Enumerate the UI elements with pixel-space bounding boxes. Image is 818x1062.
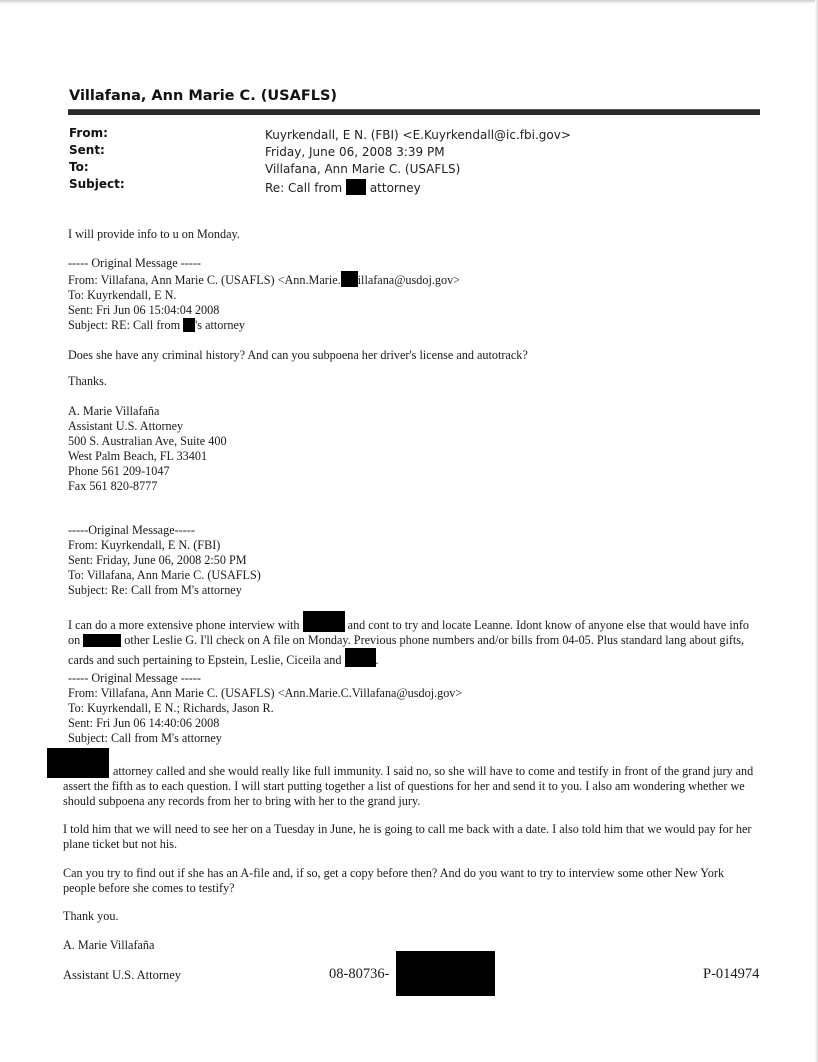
original-message-2 bbox=[68, 523, 758, 598]
redaction-box bbox=[345, 648, 376, 667]
signature-name: A. Marie Villafaña bbox=[68, 404, 160, 418]
orig1-to: To: Kuyrkendall, E N. bbox=[68, 288, 177, 302]
to-value: Villafana, Ann Marie C. (USAFLS) bbox=[265, 162, 461, 176]
orig1-sent: Sent: Fri Jun 06 15:04:04 2008 bbox=[68, 303, 220, 317]
orig1-subject-suffix: 's attorney bbox=[195, 318, 246, 332]
orig1-from-prefix: From: Villafana, Ann Marie C. (USAFLS) <Ann.Marie. bbox=[68, 273, 341, 287]
redaction-box bbox=[346, 179, 366, 195]
orig2-separator: -----Original Message----- bbox=[68, 523, 195, 537]
signature-fax: Fax 561 820-8777 bbox=[68, 479, 158, 493]
orig2-text-b: and cont to try and locate Leanne. Idont know of anyone else that would have info on bbox=[68, 618, 749, 647]
orig1-subject-prefix: Subject: RE: Call from bbox=[68, 318, 184, 332]
orig1-from-suffix: illafana@usdoj.gov> bbox=[357, 273, 461, 287]
orig1-subject bbox=[68, 318, 758, 333]
signature-phone: Phone 561 209-1047 bbox=[68, 464, 170, 478]
orig2-text-a: I can do a more extensive phone interview with bbox=[68, 618, 303, 632]
redaction-box bbox=[183, 318, 195, 332]
orig3-signature-name: A. Marie Villafaña bbox=[63, 938, 155, 952]
redaction-box bbox=[83, 634, 121, 647]
orig3-paragraph-1: attorney called and she would really like full immunity. I said no, so she will have to come and testify in front of the grand jury and assert the fifth as to each question. I will start putting together a list of questions for her and send it to you. I also am wondering whether we should subpoena any records from her to bring with her to the grand jury. bbox=[63, 764, 754, 808]
orig3-para-1 bbox=[63, 764, 758, 809]
signature-title: Assistant U.S. Attorney bbox=[68, 419, 184, 433]
subject-prefix: Re: Call from bbox=[265, 181, 346, 195]
orig2-text-d: . bbox=[375, 653, 379, 667]
mailbox-owner-title: Villafana, Ann Marie C. (USAFLS) bbox=[69, 88, 338, 104]
redaction-box bbox=[396, 951, 495, 996]
orig3-to: To: Kuyrkendall, E N.; Richards, Jason R. bbox=[68, 701, 274, 715]
sent-value: Friday, June 06, 2008 3:39 PM bbox=[265, 145, 445, 159]
signature-address-1: 500 S. Australian Ave, Suite 400 bbox=[68, 434, 227, 448]
subject-label: Subject: bbox=[69, 177, 125, 191]
original-message-3 bbox=[68, 671, 758, 746]
sent-label: Sent: bbox=[69, 143, 105, 157]
orig3-from: From: Villafana, Ann Marie C. (USAFLS) <Ann.Marie.C.Villafana@usdoj.gov> bbox=[68, 686, 463, 700]
orig2-from: From: Kuyrkendall, E N. (FBI) bbox=[68, 538, 221, 552]
orig3-subject: Subject: Call from M's attorney bbox=[68, 731, 222, 745]
scan-edge-top bbox=[0, 0, 818, 4]
orig2-body bbox=[68, 611, 758, 668]
subject-suffix: attorney bbox=[366, 181, 421, 195]
orig1-from bbox=[68, 271, 758, 288]
signature-address-2: West Palm Beach, FL 33401 bbox=[68, 449, 208, 463]
orig3-sent: Sent: Fri Jun 06 14:40:06 2008 bbox=[68, 716, 220, 730]
orig3-paragraph-2: I told him that we will need to see her on a Tuesday in June, he is going to call me back with a date. I also told him that we would pay for her plane ticket but not his. bbox=[63, 822, 752, 851]
orig1-question: Does she have any criminal history? And can you subpoena her driver's license and autotrack? bbox=[68, 348, 528, 362]
orig3-thanks-block bbox=[63, 909, 758, 924]
reply-line: I will provide info to u on Monday. bbox=[68, 227, 240, 241]
original-message-1 bbox=[68, 256, 758, 333]
to-label: To: bbox=[69, 160, 89, 174]
orig3-para-2 bbox=[63, 822, 758, 852]
orig1-thanks-block bbox=[68, 374, 758, 389]
subject-value bbox=[265, 179, 421, 195]
orig2-to: To: Villafana, Ann Marie C. (USAFLS) bbox=[68, 568, 261, 582]
from-value: Kuyrkendall, E N. (FBI) <E.Kuyrkendall@ic.fbi.gov> bbox=[265, 128, 571, 142]
orig1-separator: ----- Original Message ----- bbox=[68, 256, 201, 270]
orig1-thanks: Thanks. bbox=[68, 374, 107, 388]
orig3-para-3 bbox=[63, 866, 758, 896]
redaction-box bbox=[303, 611, 345, 632]
orig3-separator: ----- Original Message ----- bbox=[68, 671, 201, 685]
case-number: 08-80736- bbox=[329, 966, 390, 982]
signature-block bbox=[68, 404, 758, 494]
orig3-paragraph-3: Can you try to find out if she has an A-file and, if so, get a copy before then? And do you want to try to interview some other New York people before she comes to testify? bbox=[63, 866, 725, 895]
orig2-sent: Sent: Friday, June 06, 2008 2:50 PM bbox=[68, 553, 247, 567]
orig1-body bbox=[68, 348, 758, 363]
from-label: From: bbox=[69, 126, 108, 140]
orig2-text-c: other Leslie G. I'll check on A file on Monday. Previous phone numbers and/or bills from 04-05. Plus standard lang about gifts, cards and such pertaining to Epstein, Leslie, Ciceila and bbox=[68, 633, 745, 667]
bates-number: P-014974 bbox=[703, 966, 760, 982]
redaction-box bbox=[341, 271, 358, 287]
orig3-thanks: Thank you. bbox=[63, 909, 119, 923]
header-divider bbox=[68, 109, 760, 115]
orig2-message bbox=[68, 611, 758, 668]
orig2-subject: Subject: Re: Call from M's attorney bbox=[68, 583, 242, 597]
reply-message bbox=[68, 227, 758, 242]
footer-signature-title: Assistant U.S. Attorney bbox=[63, 968, 182, 982]
